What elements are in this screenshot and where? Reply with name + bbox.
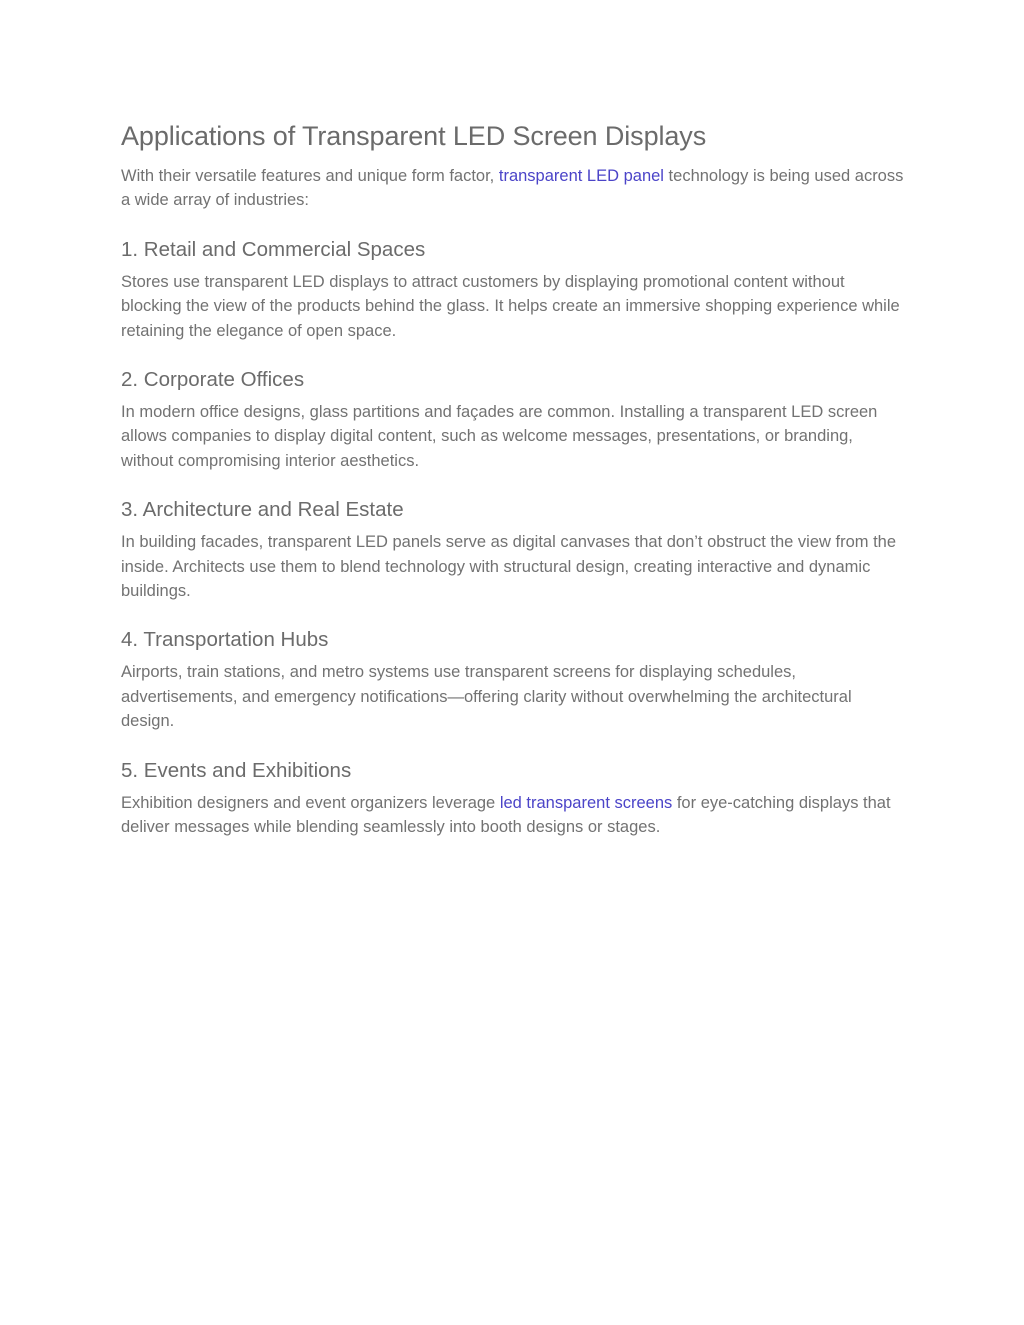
section-heading: 5. Events and Exhibitions bbox=[121, 758, 352, 782]
section-transportation bbox=[121, 625, 906, 733]
section-body: In modern office designs, glass partitions and façades are common. Installing a transparent LED screen allows companies to display digital content, such as welcome messages, presentations, or branding, without compromising interior aesthetics. bbox=[121, 403, 878, 470]
intro-text-before: With their versatile features and unique form factor, bbox=[121, 167, 499, 185]
document-page bbox=[121, 116, 906, 840]
intro-text-after: technology is being used across a wide array of industries: bbox=[121, 167, 904, 210]
events-text-after: for eye-catching displays that deliver messages while blending seamlessly into booth designs or stages. bbox=[121, 793, 891, 837]
section-heading: 2. Corporate Offices bbox=[121, 368, 305, 392]
section-heading: 3. Architecture and Real Estate bbox=[121, 498, 404, 522]
section-corporate bbox=[121, 365, 906, 473]
section-heading: 1. Retail and Commercial Spaces bbox=[121, 237, 426, 261]
section-body: Stores use transparent LED displays to attract customers by displaying promotional content without blocking the view of the products behind the glass. It helps create an immersive shopping experience while retaining the elegance of open space. bbox=[121, 272, 900, 340]
section-architecture bbox=[121, 495, 906, 603]
transparent-led-panel-link[interactable]: transparent LED panel bbox=[498, 167, 664, 185]
section-heading: 4. Transportation Hubs bbox=[121, 628, 329, 652]
section-body: Airports, train stations, and metro systems use transparent screens for displaying schedules, advertisements, and emergency notifications—offering clarity without overwhelming the architectural design. bbox=[121, 663, 852, 731]
section-body: In building facades, transparent LED panels serve as digital canvases that don’t obstruct the view from the inside. Architects use them to blend technology with structural design, creating interactive and dynamic buildings. bbox=[121, 533, 897, 601]
section-retail bbox=[121, 235, 906, 343]
events-text-before: Exhibition designers and event organizers leverage bbox=[121, 793, 500, 812]
section-body bbox=[121, 791, 906, 840]
intro-paragraph bbox=[121, 164, 906, 213]
section-events bbox=[121, 756, 906, 840]
page-title: Applications of Transparent LED Screen Displays bbox=[121, 121, 707, 151]
led-transparent-screens-link[interactable]: led transparent screens bbox=[499, 793, 673, 812]
